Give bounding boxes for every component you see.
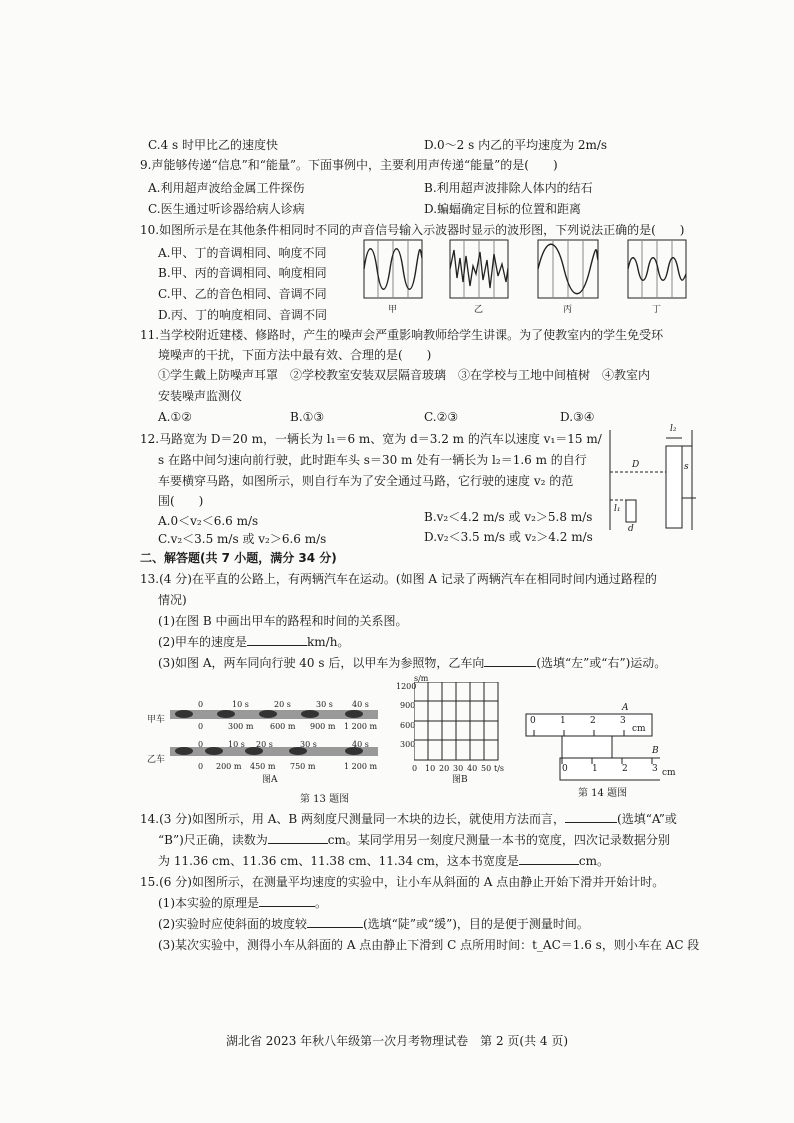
q12-road-diagram: [596, 424, 706, 536]
q11-items-2: 安装噪声监测仪: [158, 389, 243, 403]
car-jia-3: [301, 710, 319, 718]
q11-option-a: A.①②: [158, 410, 192, 424]
q11-option-d: D.③④: [560, 410, 595, 424]
q12-stem-1: 12.马路宽为 D＝20 m，一辆长为 l₁＝6 m、宽为 d＝3.2 m 的汽车以速度 v₁＝15 m/: [140, 432, 602, 446]
figb-xunit: t/s: [494, 764, 505, 773]
q14-line-3-suffix: cm。: [578, 854, 609, 868]
wave-label-yi: 乙: [474, 305, 484, 315]
time-yi-2: 20 s: [256, 740, 273, 749]
figb-xtick-30: 30: [453, 764, 464, 773]
q8-option-d: D.0～2 s 内乙的平均速度为 2m/s: [424, 138, 608, 152]
figb-ytick-300: 300: [400, 740, 416, 749]
figb-ytick-1200: 1200: [396, 682, 417, 691]
q13-figure-b-grid[interactable]: [414, 682, 500, 762]
q13-part-3-prefix: (3)如图 A，两车同向行驶 40 s 后，以甲车为参照物，乙车向: [158, 656, 485, 670]
ruler-b-unit: cm: [662, 768, 676, 778]
time-yi-0: 0: [198, 740, 204, 749]
q13-answer-blank-speed[interactable]: [247, 645, 307, 646]
q13-part-3-suffix: (选填“左”或“右”)运动。: [536, 656, 667, 670]
q14-line-1: [140, 810, 677, 828]
q15-answer-blank-principle[interactable]: [259, 906, 315, 907]
time-jia-2: 20 s: [274, 700, 291, 709]
page-footer: 湖北省 2023 年秋八年级第一次月考物理试卷 第 2 页(共 4 页): [225, 1034, 569, 1048]
section-2-heading: 二、解答题(共 7 小题，满分 34 分): [140, 551, 337, 565]
wave-label-bing: 丙: [563, 305, 573, 315]
q10-option-c: C.甲、乙的音色相同、音调不同: [158, 287, 327, 301]
q11-stem-2: 境噪声的干扰，下面方法中最有效、合理的是( ): [158, 348, 432, 362]
dist-jia-4: 1 200 m: [344, 722, 378, 731]
dist-yi-2: 450 m: [250, 762, 276, 771]
dist-yi-4: 1 200 m: [344, 762, 378, 771]
car-jia-4: [345, 710, 363, 718]
ruler-a-num-3: 3: [620, 716, 626, 726]
q12-stem-3: 车要横穿马路，如图所示，则自行车为了安全通过马路，它行驶的速度 v₂ 的范: [158, 474, 574, 488]
q13-figa-caption: 图A: [262, 775, 278, 785]
q10-option-d: D.丙、丁的响度相同、音调不同: [158, 308, 328, 322]
q13-answer-blank-direction[interactable]: [484, 666, 536, 667]
q12-option-b: B.v₂＜4.2 m/s 或 v₂＞5.8 m/s: [424, 510, 593, 524]
q13-part-2: [158, 633, 349, 651]
q14-line-2-prefix: “B”)尺正确，读数为: [158, 833, 268, 847]
q15-part-1: [158, 894, 327, 912]
bicycle-rect: [626, 500, 636, 522]
q9-option-c: C.医生通过听诊器给病人诊病: [148, 202, 305, 216]
q14-answer-blank-width[interactable]: [519, 864, 579, 865]
ruler-b-name: B: [652, 746, 659, 756]
q13-part-3: [158, 654, 666, 672]
ruler-a-unit: cm: [632, 724, 646, 734]
q14-line-1-prefix: 14.(3 分)如图所示，用 A、B 两刻度尺测量同一木块的边长，就使用方法而言，: [140, 812, 566, 826]
q13-part-2-suffix: km/h。: [307, 635, 350, 649]
car-yi-1: [205, 747, 223, 755]
ruler-a-num-2: 2: [590, 716, 596, 726]
ruler-a-name: A: [622, 703, 629, 713]
wave-label-jia: 甲: [388, 305, 398, 315]
q15-stem: 15.(6 分)如图所示，在测量平均速度的实验中，让小车从斜面的 A 点由静止开始下滑并开始计时。: [140, 875, 665, 889]
time-yi-4: 40 s: [352, 740, 369, 749]
ruler-b: [560, 758, 660, 780]
q9-option-a: A.利用超声波给金属工件探伤: [148, 181, 305, 195]
q8-option-c: C.4 s 时甲比乙的速度快: [148, 138, 278, 152]
q12-label-d: d: [628, 524, 634, 534]
car-jia-2: [259, 710, 277, 718]
q13-figa-car-jia: 甲车: [147, 715, 166, 725]
q13-part-1: (1)在图 B 中画出甲车的路程和时间的关系图。: [158, 614, 408, 628]
q15-part-2: [158, 915, 589, 933]
q14-line-3: [158, 852, 609, 870]
q11-items-1: ①学生戴上防噪声耳罩 ②学校教室安装双层隔音玻璃 ③在学校与工地中间植树 ④教室内: [158, 368, 651, 382]
q12-stem-2: s 在路中间匀速向前行驶，此时距车头 s＝30 m 处有一辆长为 l₂＝1.6 m 的自行: [158, 453, 587, 467]
ruler-b-num-3: 3: [652, 764, 658, 774]
dist-yi-0: 0: [198, 762, 204, 771]
q13-figa-car-yi: 乙车: [147, 755, 166, 765]
figb-ytick-900: 900: [400, 701, 416, 710]
q11-stem-1: 11.当学校附近建楼、修路时，产生的噪声会严重影响教师给学生讲课。为了使教室内的学生免受环: [140, 328, 664, 342]
figb-xtick-0: 0: [412, 764, 418, 773]
q13-figure-caption: 第 13 题图: [300, 794, 350, 805]
q11-option-b: B.①③: [290, 410, 325, 424]
wave-label-ding: 丁: [652, 305, 662, 315]
q11-option-c: C.②③: [424, 410, 459, 424]
time-jia-1: 10 s: [232, 700, 249, 709]
dist-jia-2: 600 m: [270, 722, 296, 731]
ruler-b-num-0: 0: [562, 764, 568, 774]
q10-option-b: B.甲、丙的音调相同、响度相同: [158, 266, 327, 280]
car-jia-1: [217, 710, 235, 718]
q12-stem-4: 围( ): [158, 494, 204, 508]
time-jia-3: 30 s: [316, 700, 333, 709]
q14-answer-blank-reading[interactable]: [268, 843, 328, 844]
q10-waveforms: [360, 238, 690, 318]
q13-figb-caption: 图B: [452, 775, 468, 785]
car-jia-0: [175, 710, 193, 718]
time-yi-3: 30 s: [300, 740, 317, 749]
q12-option-a: A.0＜v₂＜6.6 m/s: [158, 514, 259, 528]
time-jia-4: 40 s: [352, 700, 369, 709]
q12-option-d: D.v₂＜3.5 m/s 或 v₂＞4.2 m/s: [424, 530, 593, 544]
q14-line-1-suffix: (选填“A”或: [617, 812, 677, 826]
figb-xtick-20: 20: [439, 764, 450, 773]
figb-xtick-50: 50: [481, 764, 492, 773]
ruler-a-num-1: 1: [560, 716, 566, 726]
q9-stem: 9.声能够传递“信息”和“能量”。下面事例中，主要利用声传递“能量”的是( ): [140, 158, 558, 172]
q14-line-3-prefix: 为 11.36 cm、11.36 cm、11.38 cm、11.34 cm，这本书宽度是: [158, 854, 519, 868]
wood-block: [562, 736, 612, 758]
q10-option-a: A.甲、丁的音调相同、响度不同: [158, 246, 327, 260]
q10-stem: 10.如图所示是在其他条件相同时不同的声音信号输入示波器时显示的波形图，下列说法正确的是( ): [140, 223, 685, 237]
dist-jia-3: 900 m: [310, 722, 336, 731]
figb-ytick-600: 600: [400, 721, 416, 730]
ruler-b-num-1: 1: [592, 764, 598, 774]
q14-rulers: [520, 702, 660, 782]
dist-yi-3: 750 m: [290, 762, 316, 771]
q15-part-2-prefix: (2)实验时应使斜面的坡度较: [158, 917, 307, 931]
figb-xtick-40: 40: [467, 764, 478, 773]
time-yi-1: 10 s: [228, 740, 245, 749]
q14-line-2-suffix: cm。某同学用另一刻度尺测量一本书的宽度，四次记录数据分别: [327, 833, 670, 847]
q15-answer-blank-slope[interactable]: [307, 927, 363, 928]
q15-part-1-suffix: 。: [315, 896, 328, 910]
figb-xtick-10: 10: [425, 764, 436, 773]
car-yi-0: [175, 747, 193, 755]
q12-label-l1: l₁: [614, 504, 621, 514]
q15-part-3: (3)某次实验中，测得小车从斜面的 A 点由静止下滑到 C 点所用时间：t_AC＝1.6 s，则小车在 AC 段: [158, 938, 700, 952]
q13-part-2-prefix: (2)甲车的速度是: [158, 635, 247, 649]
q15-part-2-suffix: (选填“陡”或“缓”)，目的是便于测量时间。: [363, 917, 589, 931]
q14-line-2: [158, 831, 670, 849]
q13-figure-a: [170, 700, 380, 766]
dist-yi-1: 200 m: [216, 762, 242, 771]
q13-stem-2: 情况): [158, 593, 187, 607]
dist-jia-0: 0: [198, 722, 204, 731]
q12-label-D: D: [632, 460, 640, 470]
q9-option-d: D.蝙蝠确定目标的位置和距离: [424, 202, 582, 216]
ruler-b-num-2: 2: [622, 764, 628, 774]
q9-option-b: B.利用超声波排除人体内的结石: [424, 181, 593, 195]
q12-label-l2: l₂: [670, 424, 677, 434]
q13-stem-1: 13.(4 分)在平直的公路上，有两辆汽车在运动。(如图 A 记录了两辆汽车在相同时间内通过路程的: [140, 572, 657, 586]
car-rect: [666, 446, 682, 528]
figb-ylabel: s/m: [414, 674, 429, 683]
dist-jia-1: 300 m: [228, 722, 254, 731]
q14-figure-caption: 第 14 题图: [578, 788, 628, 799]
ruler-a-num-0: 0: [530, 716, 536, 726]
q12-label-s: s: [684, 462, 689, 472]
q15-part-1-prefix: (1)本实验的原理是: [158, 896, 259, 910]
q12-option-c: C.v₂＜3.5 m/s 或 v₂＞6.6 m/s: [158, 532, 327, 546]
time-jia-0: 0: [198, 700, 204, 709]
q14-answer-blank-ruler[interactable]: [565, 822, 617, 823]
